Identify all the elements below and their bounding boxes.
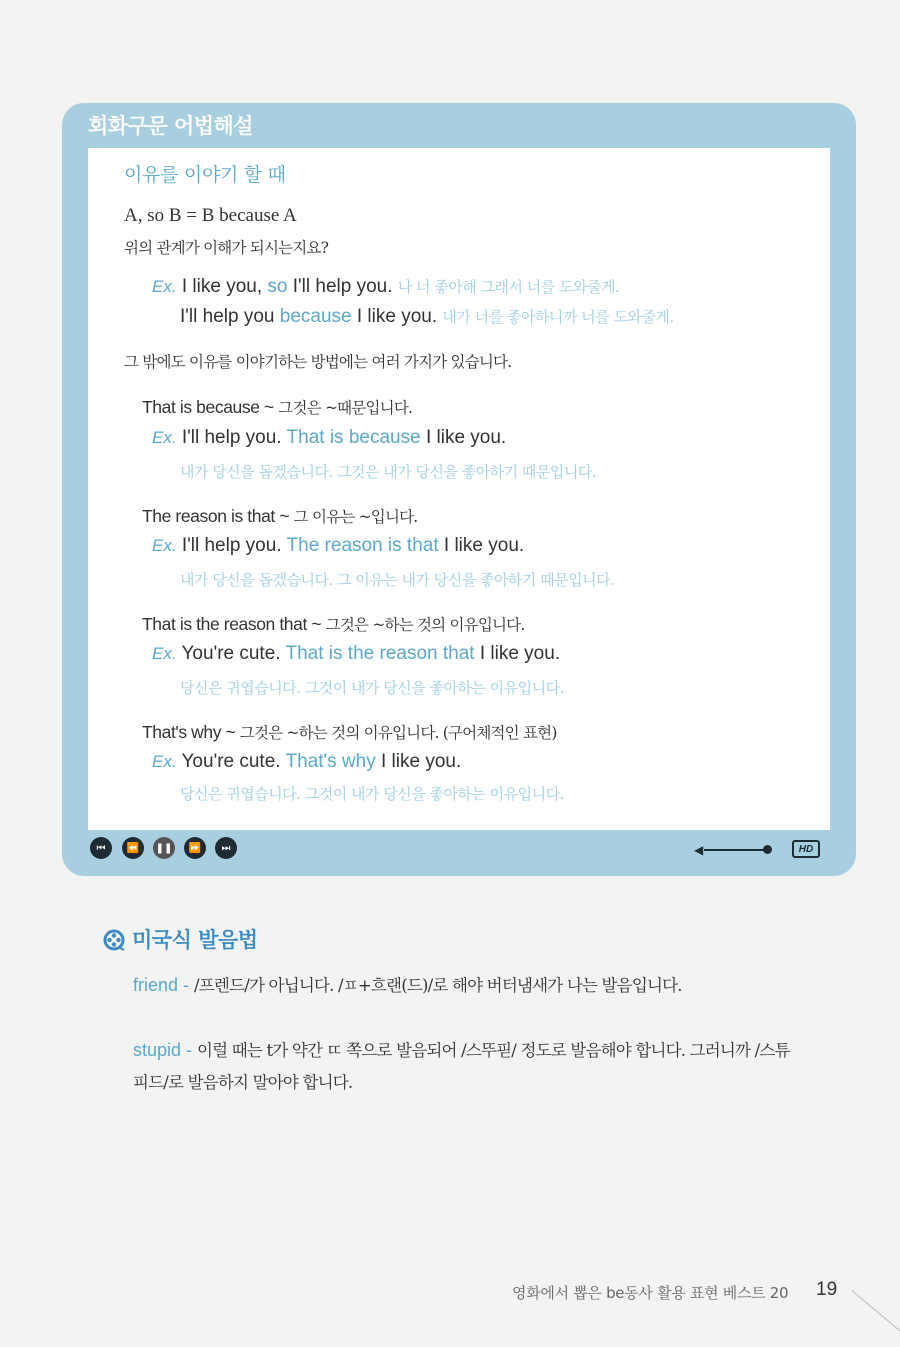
translation-text: 내가 당신을 돕겠습니다. 그 이유는 내가 당신을 좋아하기 때문입니다.: [180, 571, 615, 589]
example1-line1: [152, 276, 619, 298]
pattern-title-en: That is because ~: [142, 397, 274, 417]
rewind-icon[interactable]: ⏪: [122, 837, 144, 859]
example-text: I like you.: [474, 643, 561, 664]
highlight-text: That's why: [285, 751, 376, 772]
page-corner-line: [851, 1290, 900, 1336]
example-text: You're cute.: [181, 751, 286, 772]
hd-toggle-button[interactable]: HD: [792, 840, 820, 858]
pattern-title-en: The reason is that ~: [142, 506, 290, 526]
pronunciation-title: 미국식 발음법: [132, 928, 258, 952]
pattern-example: [152, 427, 506, 449]
pattern-title-en: That is the reason that ~: [142, 614, 322, 634]
pronunciation-text-continued: 피드/로 발음하지 말아야 합니다.: [133, 1073, 353, 1092]
ex-label: Ex.: [152, 644, 177, 663]
highlight-text: so: [267, 276, 288, 297]
pattern-example: [152, 643, 560, 665]
ex-label: Ex.: [152, 536, 177, 555]
translation-text: 나 너 좋아해 그래서 너를 도와줄게.: [397, 278, 620, 296]
example1-line2: [180, 306, 674, 328]
highlight-text: The reason is that: [286, 535, 439, 556]
volume-slider-knob[interactable]: [763, 845, 772, 854]
example-text: I like you,: [181, 276, 268, 297]
pattern-example: [152, 751, 461, 773]
section-heading: 이유를 이야기 할 때: [124, 164, 286, 186]
pause-icon[interactable]: ❚❚: [153, 837, 175, 859]
volume-icon: ◀: [694, 843, 704, 857]
pronunciation-term: friend: [133, 975, 179, 995]
example-text: I like you.: [438, 535, 525, 556]
translation-text: 내가 당신을 돕겠습니다. 그것은 내가 당신을 좋아하기 때문입니다.: [180, 463, 597, 481]
panel-title: 회화구문 어법해설: [88, 114, 254, 138]
translation-text: 당신은 귀엽습니다. 그것이 내가 당신을 좋아하는 이유입니다.: [180, 785, 564, 803]
example-text: I'll help you: [180, 306, 280, 327]
example-text: You're cute.: [181, 643, 286, 664]
skip-back-icon[interactable]: ⏮: [90, 837, 112, 859]
pattern-title: [142, 613, 524, 635]
pattern-title-ko: 그 이유는 ~입니다.: [293, 508, 418, 526]
volume-slider-track[interactable]: [704, 849, 766, 851]
example-text: I'll help you.: [287, 276, 393, 297]
book-title: 영화에서 뽑은 be동사 활용 표현 베스트 20: [512, 1284, 789, 1302]
example-text: I like you.: [351, 306, 438, 327]
pronunciation-text: 이럴 때는 t가 약간 ㄸ 쪽으로 발음되어 /스뚜핃/ 정도로 발음해야 합니다. 그러니까 /스튜: [197, 1041, 790, 1060]
example-text: I'll help you.: [181, 427, 287, 448]
ex-label: Ex.: [152, 428, 177, 447]
example-text: I'll help you.: [181, 535, 287, 556]
translation-text: 내가 너를 좋아하니까 너를 도와줄게.: [442, 308, 674, 326]
page-number: 19: [816, 1279, 838, 1300]
skip-forward-icon[interactable]: ⏭: [215, 837, 237, 859]
question-text: 위의 관계가 이해가 되시는지요?: [124, 239, 329, 257]
pronunciation-item: [133, 972, 682, 996]
pattern-title: [142, 721, 557, 743]
pronunciation-term: stupid: [133, 1040, 182, 1060]
pattern-title-ko: 그것은 ~하는 것의 이유입니다. (구어체적인 표현): [239, 724, 557, 742]
pattern-title: [142, 396, 412, 418]
pronunciation-dash: -: [178, 975, 195, 995]
highlight-text: because: [279, 306, 352, 327]
highlight-text: That is the reason that: [285, 643, 475, 664]
ex-label: Ex.: [152, 277, 177, 296]
pronunciation-item: [133, 1037, 790, 1061]
pattern-title: [142, 505, 417, 527]
pronunciation-dash: -: [181, 1040, 198, 1060]
pattern-title-en: That's why ~: [142, 722, 236, 742]
example-text: I like you.: [420, 427, 507, 448]
film-reel-icon: [103, 929, 125, 951]
pattern-example: [152, 535, 524, 557]
other-ways-text: 그 밖에도 이유를 이야기하는 방법에는 여러 가지가 있습니다.: [124, 353, 512, 371]
fast-forward-icon[interactable]: ⏩: [184, 837, 206, 859]
pronunciation-text: /프렌드/가 아닙니다. /ㅍ+흐랜(드)/로 해야 버터냄새가 나는 발음입니다.: [194, 976, 682, 995]
highlight-text: That is because: [286, 427, 421, 448]
example-text: I like you.: [375, 751, 462, 772]
translation-text: 당신은 귀엽습니다. 그것이 내가 당신을 좋아하는 이유입니다.: [180, 679, 564, 697]
pattern-title-ko: 그것은 ~하는 것의 이유입니다.: [325, 616, 525, 634]
ex-label: Ex.: [152, 752, 177, 771]
pattern-title-ko: 그것은 ~때문입니다.: [278, 399, 413, 417]
formula: A, so B = B because A: [124, 205, 297, 226]
